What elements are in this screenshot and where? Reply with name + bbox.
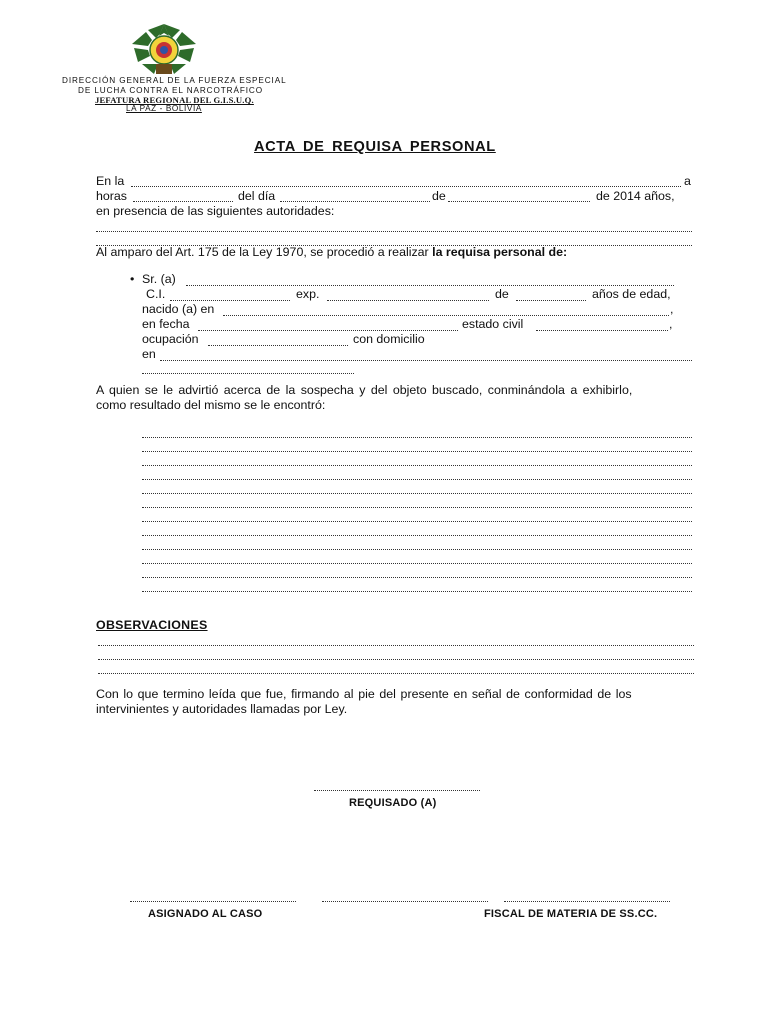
hallazgo-line[interactable] — [142, 591, 692, 592]
bullet: • — [130, 272, 135, 286]
label-ci: C.I. — [146, 287, 166, 301]
hallazgo-line[interactable] — [142, 563, 692, 564]
hallazgo-line[interactable] — [142, 549, 692, 550]
conclusion-line-1: Con lo que termino leída que fue, firmando al pie del presente en señal de conformidad de los — [96, 687, 632, 701]
amparo-text — [96, 245, 567, 260]
observaciones-heading: OBSERVACIONES — [96, 618, 208, 632]
hallazgo-line[interactable] — [142, 577, 692, 578]
hallazgo-line[interactable] — [142, 535, 692, 536]
observaciones-line[interactable] — [98, 673, 694, 674]
comma-nacido: , — [670, 302, 674, 316]
comma-estado: , — [669, 317, 673, 331]
field-mes[interactable] — [448, 201, 590, 202]
field-domicilio-2[interactable] — [142, 373, 354, 374]
label-horas: horas — [96, 189, 127, 203]
signature-line-asignado[interactable] — [130, 901, 296, 902]
conclusion-line-2: intervinientes y autoridades llamadas por Ley. — [96, 702, 348, 716]
hallazgo-line[interactable] — [142, 479, 692, 480]
label-estado-civil: estado civil — [462, 317, 524, 331]
observaciones-line[interactable] — [98, 659, 694, 660]
field-horas[interactable] — [133, 201, 233, 202]
hallazgo-line[interactable] — [142, 507, 692, 508]
amparo-text-bold: la requisa personal de: — [432, 245, 568, 259]
header-line-1: DIRECCIÓN GENERAL DE LA FUERZA ESPECIAL — [62, 76, 287, 85]
field-estado-civil[interactable] — [536, 330, 668, 331]
signature-line-fiscal[interactable] — [504, 901, 670, 902]
label-domicilio: con domicilio — [353, 332, 425, 346]
label-a: a — [684, 174, 691, 188]
label-de-edad: de — [495, 287, 509, 301]
label-presencia: en presencia de las siguientes autoridades: — [96, 204, 335, 218]
advertencia-line-2: como resultado del mismo se le encontró: — [96, 398, 326, 412]
label-fecha: en fecha — [142, 317, 190, 331]
label-nacido: nacido (a) en — [142, 302, 215, 316]
amparo-text-normal: Al amparo del Art. 175 de la Ley 1970, se procedió a realizar — [96, 245, 433, 259]
signature-line-requisado[interactable] — [314, 790, 480, 791]
field-exp[interactable] — [327, 300, 489, 301]
label-ocupacion: ocupación — [142, 332, 199, 346]
signature-line-middle[interactable] — [322, 901, 488, 902]
label-edad: años de edad, — [592, 287, 671, 301]
field-lugar[interactable] — [131, 186, 681, 187]
field-autoridades-1[interactable] — [96, 231, 692, 232]
observaciones-line[interactable] — [98, 645, 694, 646]
label-sr: Sr. (a) — [142, 272, 176, 286]
field-ocupacion[interactable] — [208, 345, 348, 346]
field-dia[interactable] — [280, 201, 430, 202]
hallazgo-line[interactable] — [142, 521, 692, 522]
field-fecha[interactable] — [198, 330, 458, 331]
hallazgo-line[interactable] — [142, 437, 692, 438]
advertencia-line-1: A quien se le advirtió acerca de la sospecha y del objeto buscado, conminándola a exhibirlo, — [96, 383, 633, 397]
header-line-3: JEFATURA REGIONAL DEL G.I.S.U.Q. — [95, 95, 254, 105]
label-requisado: REQUISADO (A) — [349, 797, 437, 809]
label-de: de — [432, 189, 446, 203]
hallazgo-line[interactable] — [142, 451, 692, 452]
header-line-2: DE LUCHA CONTRA EL NARCOTRÁFICO — [78, 86, 263, 95]
document-title: ACTA DE REQUISA PERSONAL — [254, 139, 496, 155]
hallazgo-line[interactable] — [142, 493, 692, 494]
label-exp: exp. — [296, 287, 320, 301]
field-domicilio-1[interactable] — [160, 360, 692, 361]
hallazgo-line[interactable] — [142, 465, 692, 466]
label-year: de 2014 años, — [596, 189, 675, 203]
label-del-dia: del día — [238, 189, 276, 203]
label-en-la: En la — [96, 174, 125, 188]
label-asignado: ASIGNADO AL CASO — [148, 908, 263, 920]
field-nombre[interactable] — [186, 285, 674, 286]
label-en: en — [142, 347, 156, 361]
field-edad[interactable] — [516, 300, 586, 301]
header-line-4: LA PAZ - BOLIVIA — [126, 104, 202, 113]
label-fiscal: FISCAL DE MATERIA DE SS.CC. — [484, 908, 658, 920]
institutional-emblem-icon — [128, 22, 200, 78]
field-nacido[interactable] — [223, 315, 669, 316]
field-ci[interactable] — [170, 300, 290, 301]
